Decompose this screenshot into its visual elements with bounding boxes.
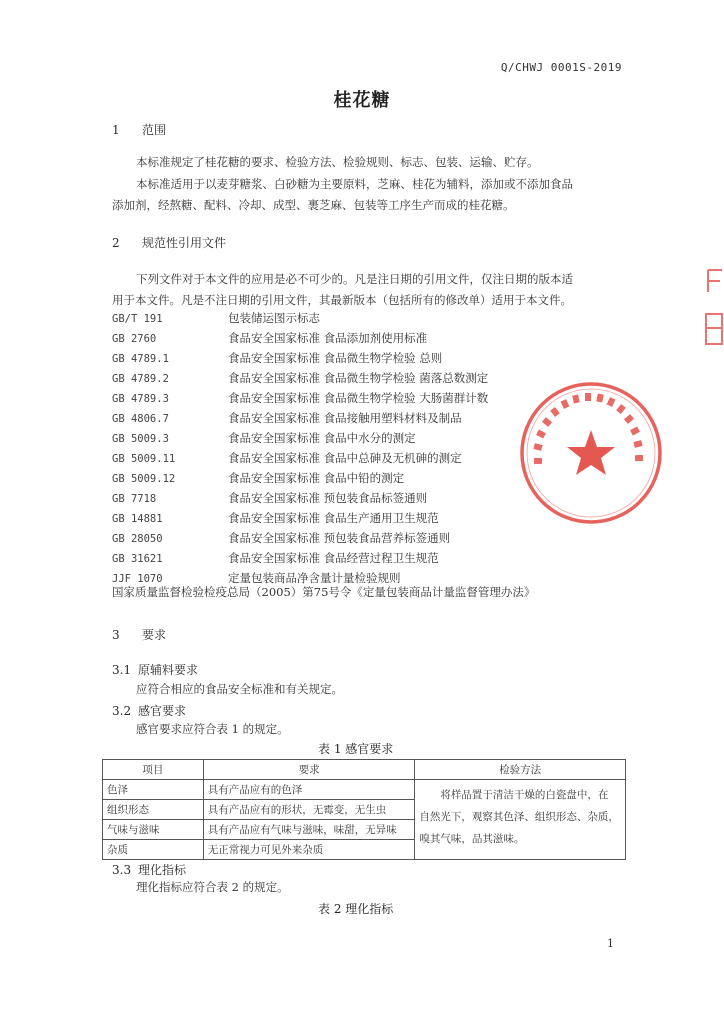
reference-code: GB 31621 (112, 553, 163, 565)
section-1-para-2-line-1: 本标准适用于以麦芽糖浆、白砂糖为主要原料，芝麻、桂花为辅料，添加或不添加食品 (136, 177, 573, 191)
table-cell-item: 色泽 (103, 780, 204, 800)
subsection-3-1-text: 应符合相应的食品安全标准和有关规定。 (136, 682, 343, 696)
subsection-number: 3.3 (112, 863, 132, 877)
subsection-title: 原辅料要求 (138, 663, 199, 677)
reference-row (112, 408, 488, 428)
method-line: 将样品置于清洁干燥的白瓷盘中，在 (440, 789, 609, 801)
section-title: 规范性引用文件 (142, 236, 227, 250)
section-2-intro-line-1: 下列文件对于本文件的应用是必不可少的。凡是注日期的引用文件，仅注日期的版本适 (136, 272, 573, 286)
subsection-3-3-text: 理化指标应符合表 2 的规定。 (136, 880, 289, 894)
reference-title: 食品安全国家标准 食品接触用塑料材料及制品 (228, 411, 462, 425)
reference-title: 定量包装商品净含量计量检验规则 (228, 571, 401, 585)
table-row (103, 780, 626, 800)
reference-row (112, 468, 488, 488)
document-title: 桂花糖 (333, 90, 391, 111)
reference-row (112, 448, 488, 468)
table-header-row (103, 760, 626, 780)
reference-title: 食品安全国家标准 食品微生物学检验 菌落总数测定 (228, 371, 489, 385)
subsection-number: 3.2 (112, 704, 132, 718)
reference-title: 食品安全国家标准 食品中铅的测定 (228, 471, 405, 485)
reference-code: GB/T 191 (112, 313, 163, 325)
reference-row (112, 348, 488, 368)
reference-title: 包装储运图示标志 (228, 311, 320, 325)
subsection-3-2-text: 感官要求应符合表 1 的规定。 (136, 722, 289, 736)
section-3-heading (112, 626, 166, 643)
reference-code: GB 5009.11 (112, 453, 176, 465)
section-1-para-1: 本标准规定了桂花糖的要求、检验方法、检验规则、标志、包装、运输、贮存。 (136, 155, 539, 169)
section-1-heading (112, 121, 166, 138)
section-title: 范围 (142, 123, 167, 137)
table-header-cell: 检验方法 (415, 760, 626, 780)
reference-row (112, 528, 488, 548)
reference-code: JJF 1070 (112, 573, 163, 585)
reference-code: GB 14881 (112, 513, 163, 525)
company-seal-stamp (516, 378, 666, 528)
reference-row (112, 328, 488, 348)
method-line: 自然光下，观察其色泽、组织形态、杂质， (419, 811, 619, 823)
reference-row (112, 428, 488, 448)
subsection-title: 感官要求 (138, 704, 187, 718)
reference-row (112, 488, 488, 508)
subsection-title: 理化指标 (138, 863, 187, 877)
edge-seal-fragment (700, 262, 724, 354)
reference-row (112, 368, 488, 388)
section-1-para-2-line-2: 添加剂，经熬糖、配料、冷却、成型、裹芝麻、包装等工序生产而成的桂花糖。 (112, 198, 515, 212)
table-cell-method (415, 780, 626, 860)
reference-code: GB 7718 (112, 493, 157, 505)
subsection-3-1-heading (112, 661, 198, 678)
section-title: 要求 (142, 628, 167, 642)
reference-decree: 国家质量监督检验检疫总局（2005）第75号令《定量包装商品计量监督管理办法》 (112, 585, 536, 599)
table-header-cell: 要求 (203, 760, 415, 780)
reference-title: 食品安全国家标准 食品微生物学检验 总则 (228, 351, 443, 365)
reference-title: 食品安全国家标准 食品添加剂使用标准 (228, 331, 428, 345)
sensory-requirements-table (102, 759, 626, 860)
reference-title: 食品安全国家标准 食品中水分的测定 (228, 431, 416, 445)
table-cell-requirement: 无正常视力可见外来杂质 (203, 840, 415, 860)
reference-row (112, 508, 488, 528)
reference-row (112, 548, 488, 568)
reference-row (112, 388, 488, 408)
table-header-cell: 项目 (103, 760, 204, 780)
reference-code: GB 4789.2 (112, 373, 169, 385)
subsection-number: 3.1 (112, 663, 132, 677)
table-1-caption: 表 1 感官要求 (318, 742, 394, 756)
reference-code: GB 4806.7 (112, 413, 169, 425)
table-cell-requirement: 具有产品应有气味与滋味，味甜，无异味 (203, 820, 415, 840)
section-number: 1 (112, 123, 120, 137)
table-cell-item: 组织形态 (103, 800, 204, 820)
reference-code: GB 5009.12 (112, 473, 176, 485)
reference-title: 食品安全国家标准 食品中总砷及无机砷的测定 (228, 451, 462, 465)
reference-code: GB 4789.1 (112, 353, 169, 365)
subsection-3-2-heading (112, 702, 186, 719)
reference-title: 食品安全国家标准 预包装食品营养标签通则 (228, 531, 451, 545)
section-number: 2 (112, 236, 120, 250)
reference-row (112, 308, 488, 328)
table-cell-item: 气味与滋味 (103, 820, 204, 840)
method-line: 嗅其气味，品其滋味。 (419, 833, 525, 845)
section-2-intro-line-2: 用于本文件。凡是不注日期的引用文件，其最新版本（包括所有的修改单）适用于本文件。 (112, 293, 572, 307)
reference-code: GB 2760 (112, 333, 157, 345)
table-cell-item: 杂质 (103, 840, 204, 860)
reference-code: GB 4789.3 (112, 393, 169, 405)
reference-code: GB 28050 (112, 533, 163, 545)
reference-title: 食品安全国家标准 预包装食品标签通则 (228, 491, 428, 505)
table-cell-requirement: 具有产品应有的形状，无霉变，无生虫 (203, 800, 415, 820)
table-2-caption: 表 2 理化指标 (318, 902, 394, 916)
reference-list (112, 308, 488, 588)
reference-title: 食品安全国家标准 食品微生物学检验 大肠菌群计数 (228, 391, 489, 405)
reference-code: GB 5009.3 (112, 433, 169, 445)
subsection-3-3-heading (112, 861, 186, 878)
table-cell-requirement: 具有产品应有的色泽 (203, 780, 415, 800)
page-number: 1 (607, 937, 614, 950)
section-number: 3 (112, 628, 120, 642)
section-2-heading (112, 234, 226, 251)
reference-title: 食品安全国家标准 食品生产通用卫生规范 (228, 511, 439, 525)
document-code: Q/CHWJ 0001S-2019 (500, 61, 622, 74)
reference-title: 食品安全国家标准 食品经营过程卫生规范 (228, 551, 439, 565)
